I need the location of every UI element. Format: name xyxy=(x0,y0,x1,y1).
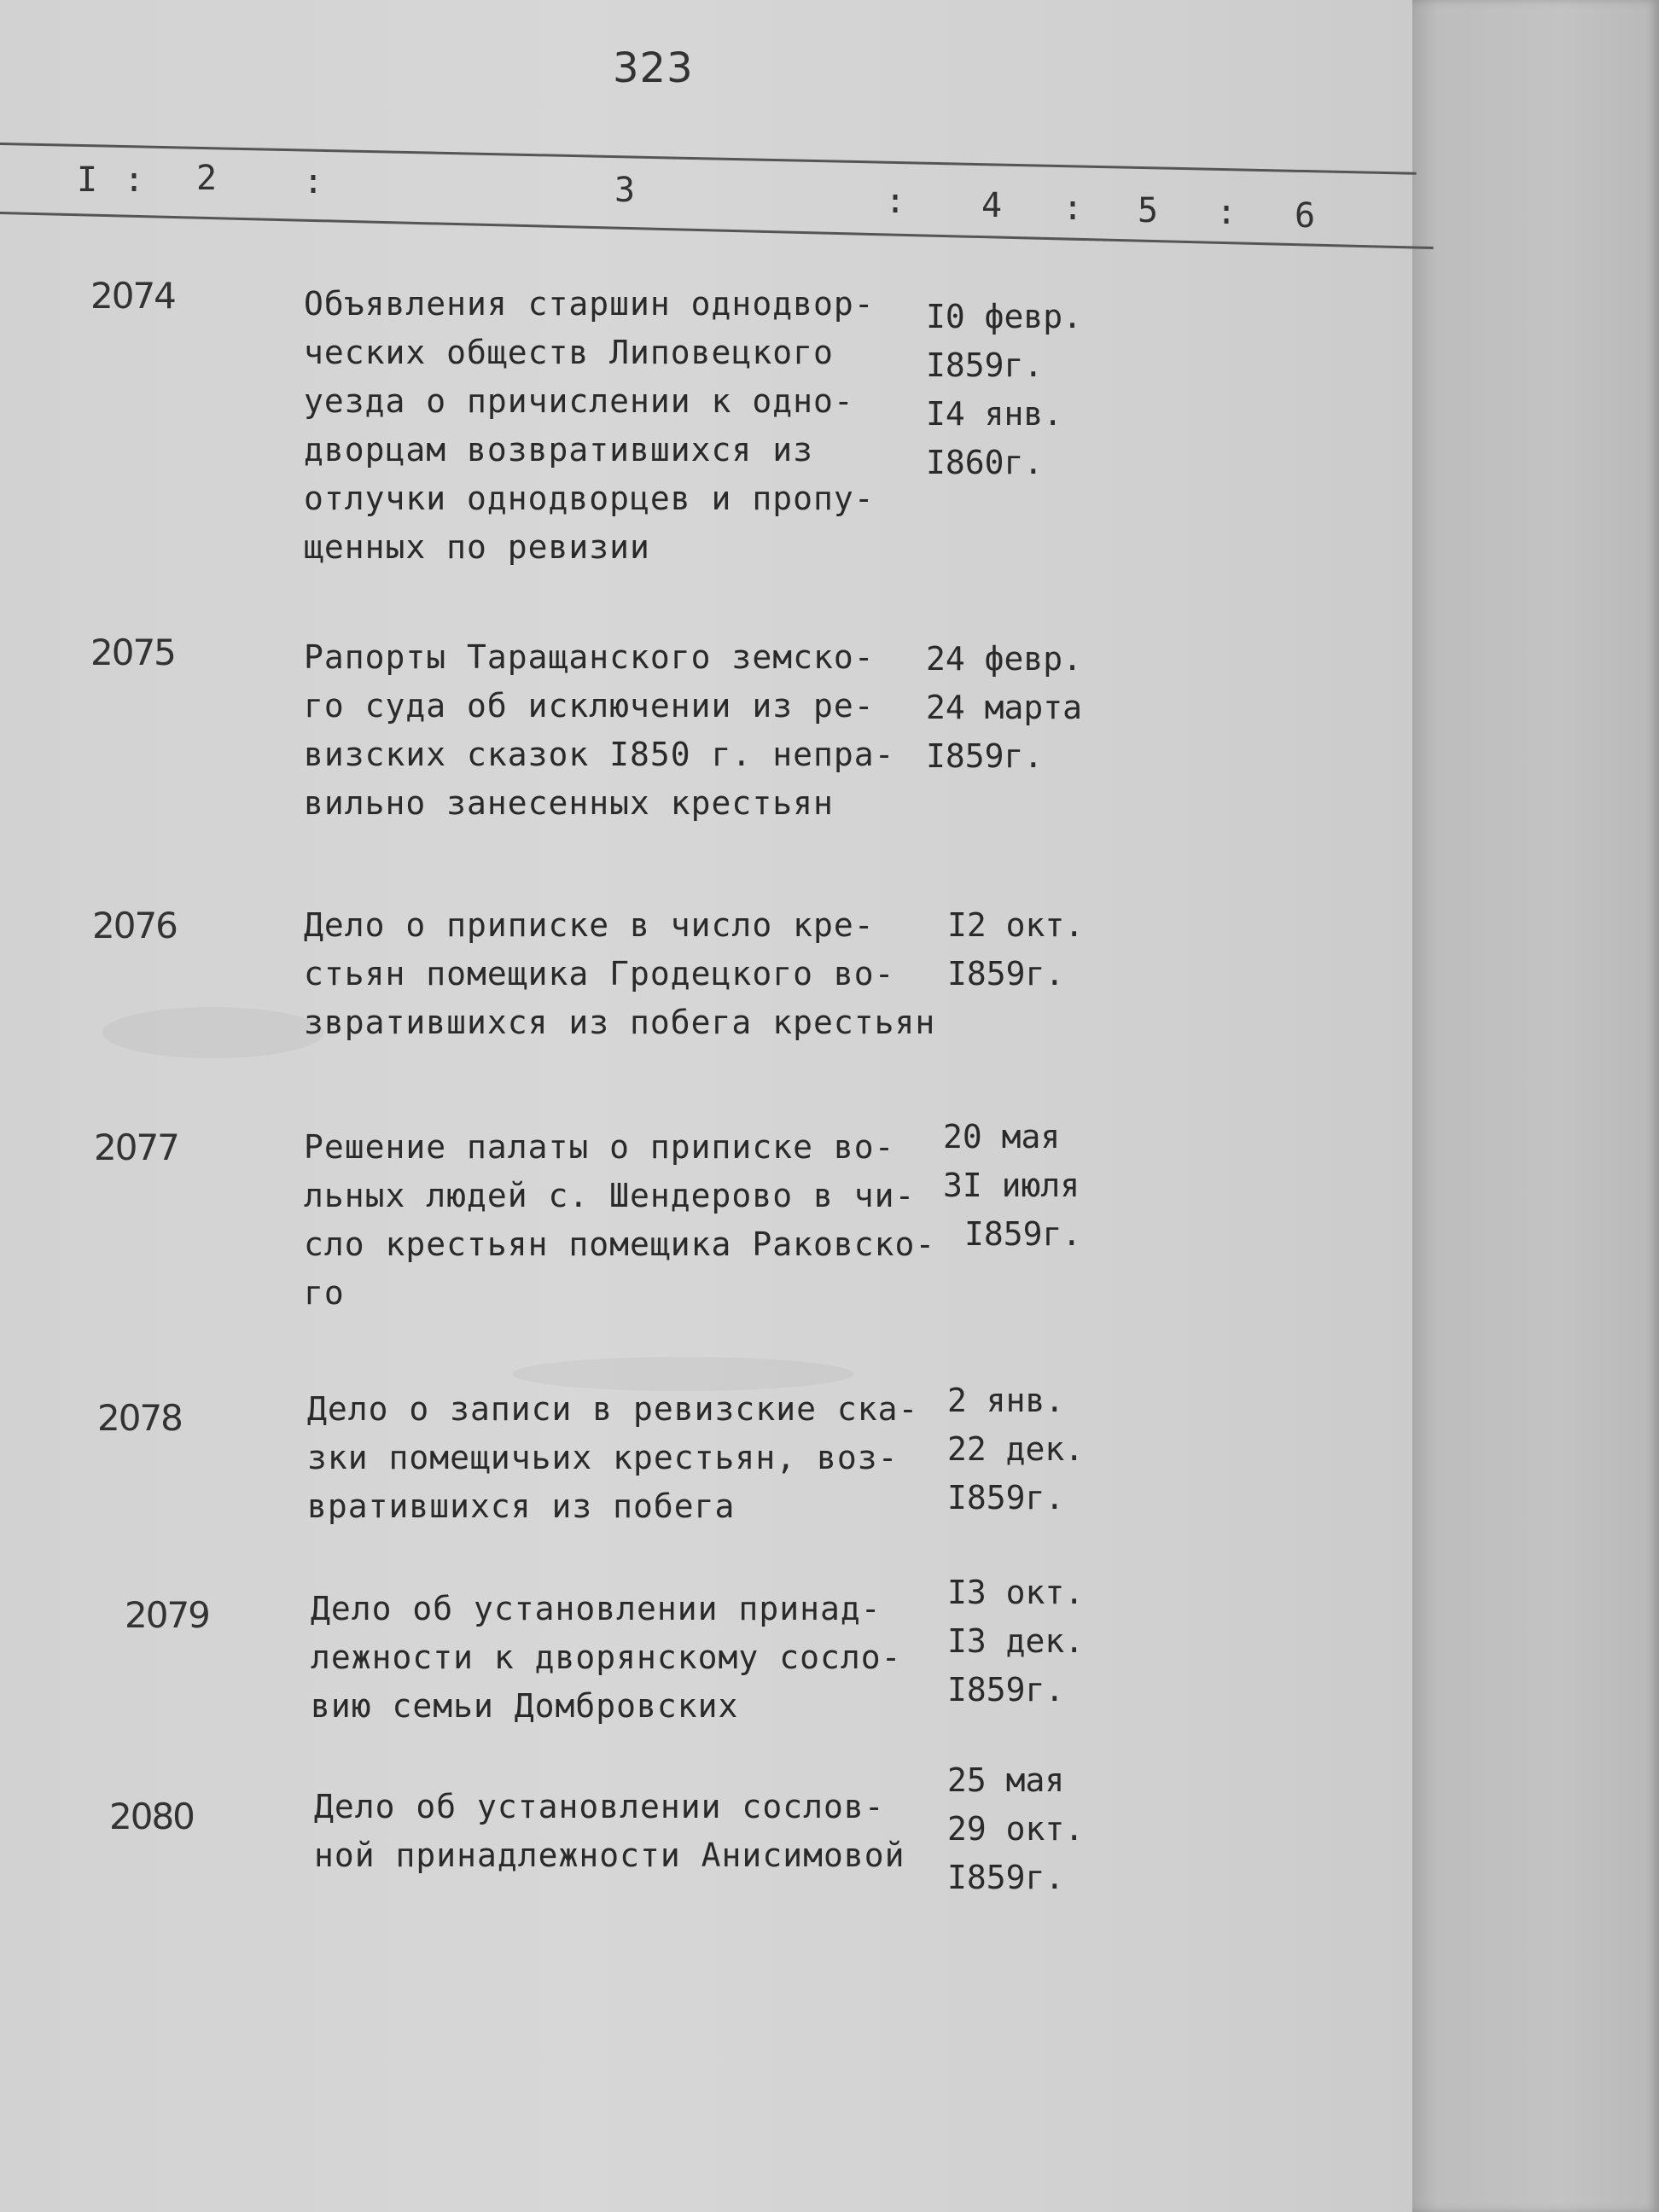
entry-number: 2078 xyxy=(97,1397,182,1439)
column-separator: : xyxy=(885,182,906,221)
entry-title-line: Объявления старшин однодвор- xyxy=(304,285,875,323)
entry-title-line: вратившихся из побега xyxy=(307,1487,736,1525)
column-separator: : xyxy=(1216,193,1237,232)
column-header: 4 xyxy=(981,186,1003,225)
entry-date: I0 февр. xyxy=(926,298,1083,335)
entry-title-line: Решение палаты о приписке во- xyxy=(304,1128,895,1166)
entry-title-line: го xyxy=(304,1274,345,1312)
entry-date: I859г. xyxy=(947,955,1065,992)
entry-date: I859г. xyxy=(926,346,1044,384)
entry-title-line: Дело о записи в ревизские ска- xyxy=(307,1390,919,1428)
entry-date: 29 окт. xyxy=(947,1810,1085,1848)
entry-title-line: Рапорты Таращанского земско- xyxy=(304,638,875,676)
entry-date: I859г. xyxy=(947,1671,1065,1708)
entry-title-line: уезда о причислении к одно- xyxy=(304,382,854,420)
entry-title-line: отлучки однодворцев и пропу- xyxy=(304,480,875,517)
entry-date: 24 марта xyxy=(926,689,1083,726)
column-header: 5 xyxy=(1138,191,1159,230)
entry-date: I2 окт. xyxy=(947,906,1085,944)
column-separator: : xyxy=(1062,189,1084,228)
entry-title-line: зки помещичьих крестьян, воз- xyxy=(307,1439,899,1476)
entry-date: I860г. xyxy=(926,444,1044,481)
column-header: I xyxy=(77,160,98,200)
entry-date: 25 мая xyxy=(947,1761,1065,1799)
column-header: 6 xyxy=(1295,196,1316,236)
entry-number: 2075 xyxy=(90,632,175,673)
entry-date: I859г. xyxy=(947,1479,1065,1516)
entry-number: 2076 xyxy=(92,905,177,946)
column-separator: : xyxy=(303,162,324,201)
entry-number: 2074 xyxy=(90,275,175,317)
entry-number: 2079 xyxy=(125,1594,209,1636)
column-header: 2 xyxy=(196,159,218,198)
entry-title-line: го суда об исключении из ре- xyxy=(304,687,875,725)
paper-edge xyxy=(1412,0,1659,2212)
entry-title-line: лежности к дворянскому сосло- xyxy=(311,1639,902,1676)
entry-title-line: Дело об установлении сослов- xyxy=(314,1788,885,1825)
entry-title-line: льных людей с. Шендерово в чи- xyxy=(304,1177,916,1214)
entry-date: 24 февр. xyxy=(926,640,1083,678)
entry-date: I4 янв. xyxy=(926,395,1063,433)
entry-number: 2077 xyxy=(94,1126,178,1168)
entry-date: I3 окт. xyxy=(947,1574,1085,1611)
entry-title-line: щенных по ревизии xyxy=(304,528,650,566)
entry-date: I3 дек. xyxy=(947,1622,1085,1660)
entry-title-line: ной принадлежности Анисимовой xyxy=(314,1837,905,1874)
column-separator: : xyxy=(124,160,145,200)
entry-date: 2 янв. xyxy=(947,1382,1065,1419)
entry-title-line: Дело об установлении принад- xyxy=(311,1590,882,1627)
entry-number: 2080 xyxy=(109,1796,194,1837)
entry-title-line: дворцам возвратившихся из xyxy=(304,431,813,469)
entry-title-line: звратившихся из побега крестьян xyxy=(304,1004,936,1041)
column-header: 3 xyxy=(614,171,636,210)
entry-title-line: вию семьи Домбровских xyxy=(311,1687,739,1725)
entry-date: 3I июля xyxy=(943,1167,1080,1204)
paper-smudge xyxy=(102,1007,324,1058)
entry-date: 22 дек. xyxy=(947,1430,1085,1468)
entry-title-line: ческих обществ Липовецкого xyxy=(304,334,834,371)
entry-date: I859г. xyxy=(926,737,1044,775)
entry-date: I859г. xyxy=(947,1859,1065,1896)
entry-title-line: Дело о приписке в число кре- xyxy=(304,906,875,944)
entry-date: I859г. xyxy=(964,1215,1082,1253)
entry-date: 20 мая xyxy=(943,1118,1061,1155)
entry-title-line: стьян помещика Гродецкого во- xyxy=(304,955,895,992)
entry-title-line: визских сказок I850 г. непра- xyxy=(304,736,895,773)
page-number: 323 xyxy=(613,44,694,92)
entry-title-line: сло крестьян помещика Раковско- xyxy=(304,1225,936,1263)
entry-title-line: вильно занесенных крестьян xyxy=(304,784,834,822)
